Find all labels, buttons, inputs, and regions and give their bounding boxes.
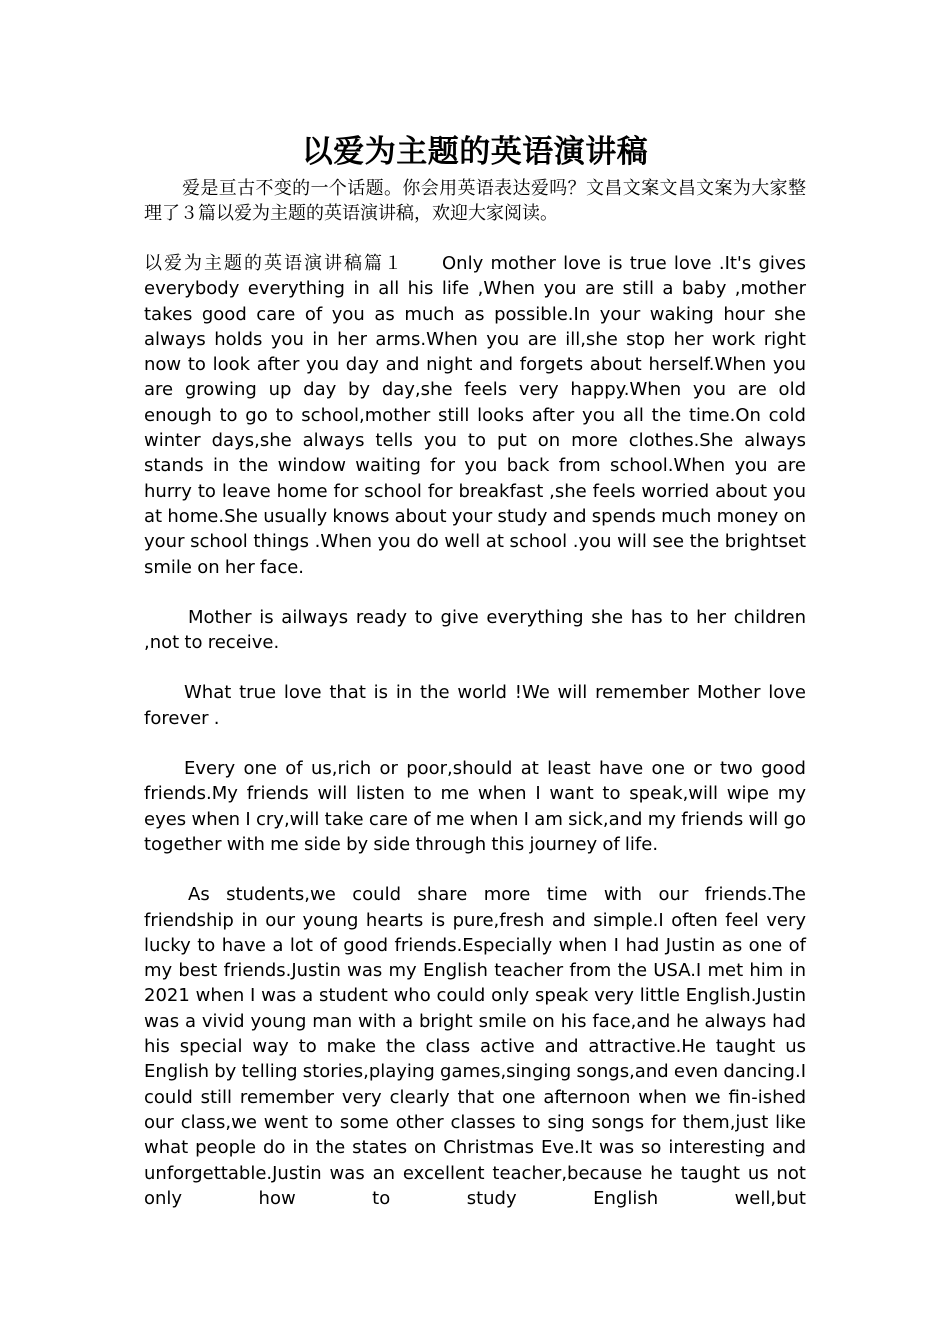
spacer xyxy=(144,580,806,605)
paragraph-5: As students,we could share more time with our friends.The friendship in our young hearts is pure,fresh and simple.I often feel very lucky to have a lot of good friends.Especially when I had Justin as one of my best friends.Justin was my English teacher from the USA.I met him in 2021 when I was a student who could only speak very little English.Justin was a vivid young man with a bright smile on his face,and he always had his special way to make the class active and attractive.He taught us English by telling stories,playing games,singing songs,and even dancing.I could still remember very clearly that one afternoon when we fin-ished our class,we went to some other classes to sing songs for them,just like what people do in the states on Christmas Eve.It was so interesting and unforgettable.Justin was an excellent teacher,because he taught us not only how to study English well,but xyxy=(144,884,806,1209)
paragraph-1-text: Only mother love is true love .It's gives everybody everything in all his life ,When you are still a baby ,mother takes good care of you as much as possible.In your waking hour she always holds you in her arms.When you are ill,she stop her work right now to look after you day and night and forgets about herself.When you are growing up day by day,she feels very happy.When you are old enough to go to school,mother still looks after you all the time.On cold winter days,she always tells you to put on more clothes.She always stands in the window waiting for you back from school.When you are hurry to leave home for school for breakfast ,she feels worried about you at home.She usually knows about your study and spends much money on your school things .When you do well at school .you will see the brightset smile on her face. xyxy=(144,253,807,578)
document-title: 以爱为主题的英语演讲稿 xyxy=(301,134,649,170)
spacer xyxy=(144,857,806,882)
intro-paragraph: 爱是亘古不变的一个话题。你会用英语表达爱吗？文昌文案文昌文案为大家整理了３篇以爱为主题的英语演讲稿，欢迎大家阅读。 xyxy=(144,178,806,224)
section-heading: 以爱为主题的英语演讲稿篇１ xyxy=(144,253,404,274)
spacer xyxy=(144,731,806,756)
paragraph-3: What true love that is in the world !We will remember Mother love forever . xyxy=(144,682,806,729)
paragraph-2: Mother is ailways ready to give everything she has to her children ,not to receive. xyxy=(144,606,806,654)
spacer xyxy=(144,226,806,251)
document-page xyxy=(144,130,806,1211)
spacer xyxy=(144,655,806,680)
paragraph-1 xyxy=(144,251,806,580)
paragraph-4: Every one of us,rich or poor,should at least have one or two good friends.My friends will listen to me when I want to speak,will wipe my eyes when I cry,will take care of me when I am sick,and my friends will go together with me side by side through this journey of life. xyxy=(144,758,806,855)
